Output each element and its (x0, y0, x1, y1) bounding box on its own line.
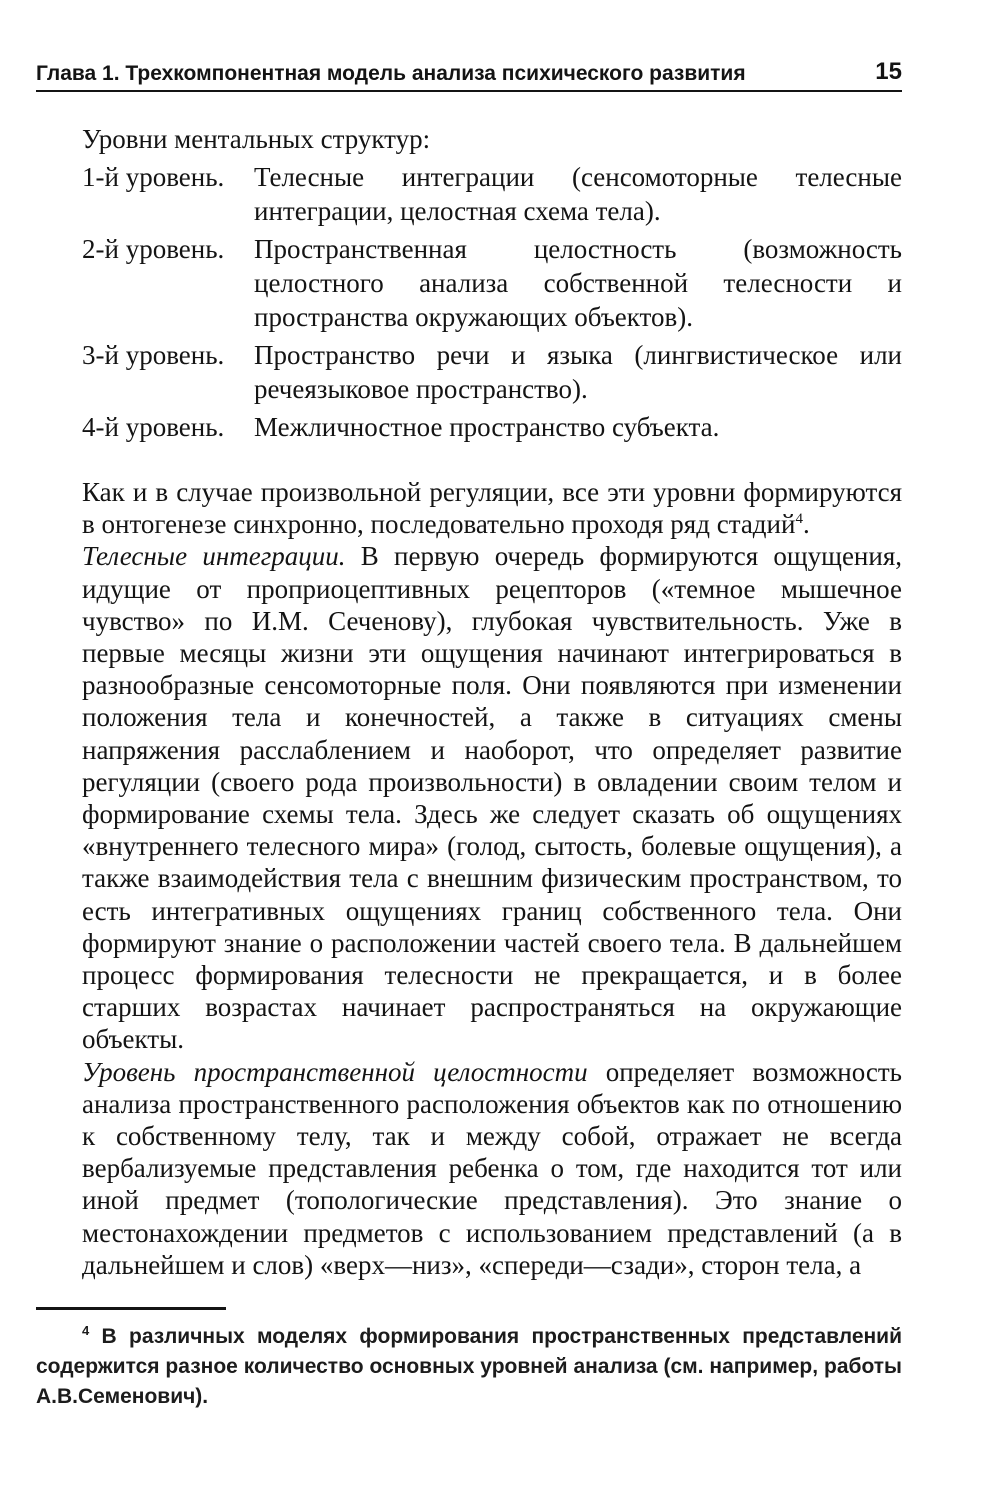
running-header (36, 58, 902, 92)
level-label: 4-й уровень. (82, 412, 225, 442)
footnote-marker: 4 (82, 1323, 90, 1339)
level-text: Межличностное пространство субъекта. (254, 412, 720, 442)
level-item (82, 160, 902, 228)
level-text: Телесные интеграции (сенсомоторные телесные интеграции, целостная схема тела). (254, 162, 902, 226)
paragraph-body-integrations (82, 540, 902, 1055)
paragraph-end: . (802, 509, 810, 540)
level-label: 3-й уровень. (82, 340, 225, 370)
book-page (36, 58, 903, 1412)
paragraph-spatial-integrity (82, 1056, 902, 1281)
paragraph-lead-italic: Телесные интеграции. (82, 541, 346, 572)
paragraph-lead-italic: Уровень пространственной целостности (82, 1056, 588, 1087)
footnote-ref: 4 (795, 511, 803, 528)
footnote-divider (36, 1307, 226, 1310)
paragraph-stages (82, 476, 902, 540)
level-text: Пространство речи и языка (лингвистическое или речеязыковое пространство). (254, 340, 902, 404)
paragraph-text: В первую очередь формируются ощущения, идущие от проприоцептивных рецепторов («темное мышечное чувство» по И.М. Сеченову), глубокая чувствительность. Уже в первые месяцы жизни эти ощущения начинают интегрироваться в разнообразные сенсомоторные поля. Они появляются при изменении положения тела и конечностей, а также в ситуациях смены напряжения расслаблением и наоборот, что определяет развитие регуляции (своего рода произвольности) в овладении своим телом и формирование схемы тела. Здесь же следует сказать об ощущениях «внутреннего телесного мира» (голод, сытость, болевые ощущения), а также взаимодействия тела с внешним физическим пространством, то есть интегративных ощущениях границ собственного тела. Они формируют знание о расположении частей своего тела. В дальнейшем процесс формирования телесности не прекращается, и в более старших возрастах начинает распространяться на окружающие объекты. (82, 541, 903, 1055)
levels-heading: Уровни ментальных структур: (82, 124, 431, 154)
page-number: 15 (875, 58, 902, 85)
level-text: Пространственная целостность (возможность целостного анализа собственной телесности и пространства окружающих объектов). (254, 234, 902, 332)
level-item (82, 232, 902, 334)
level-item (82, 410, 902, 444)
level-item (82, 338, 902, 406)
paragraph-text: определяет возможность анализа пространственного расположения объектов как по отношению к собственному телу, так и между собой, отражает не всегда вербализуемые представления ребенка о том, где находится тот или иной предмет (топологические представления). Это знание о местонахождении предметов с использованием представлений (а в дальнейшем и слов) «верх—низ», «спереди—сзади», сторон тела, а (82, 1056, 902, 1280)
level-label: 1-й уровень. (82, 162, 225, 192)
chapter-title: Глава 1. Трехкомпонентная модель анализа психического развития (36, 62, 746, 85)
paragraph-text: Как и в случае произвольной регуляции, все эти уровни формируются в онтогенезе синхронно, последовательно проходя ряд стадий (82, 477, 902, 540)
level-label: 2-й уровень. (82, 234, 225, 264)
footnote-text: В различных моделях формирования пространственных представлений содержится разное количество основных уровней анализа (см. например, работы А.В.Семенович). (36, 1325, 902, 1409)
footnote (36, 1322, 902, 1412)
